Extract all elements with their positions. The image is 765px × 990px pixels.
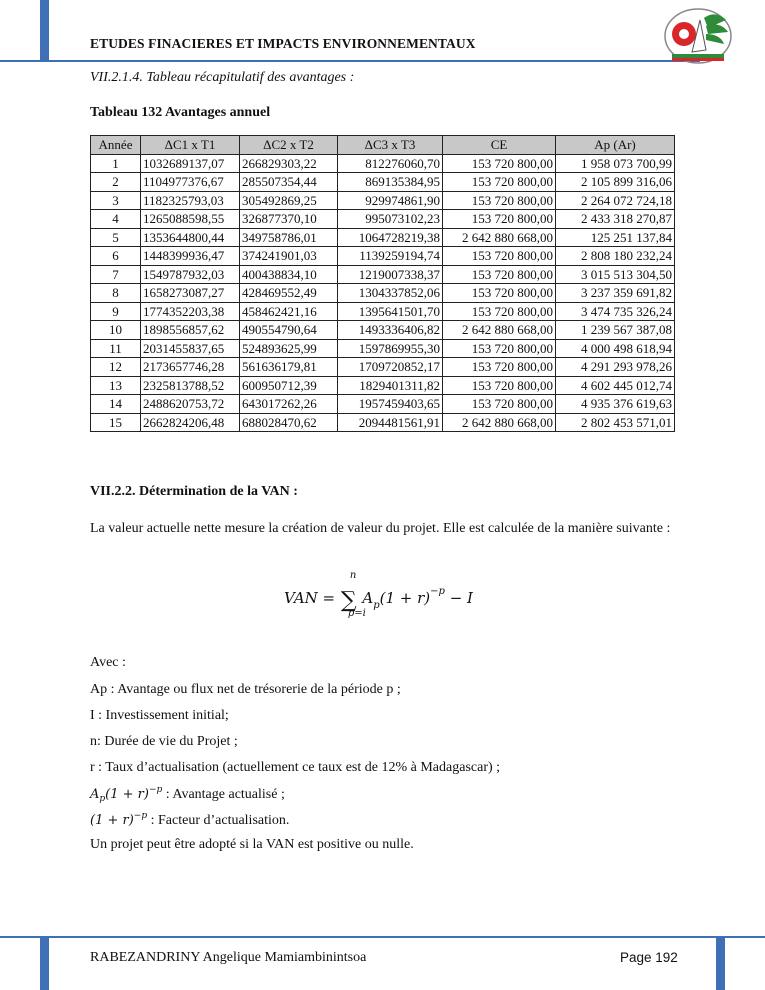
math-exponent: −p <box>148 785 163 795</box>
table-cell: 326877370,10 <box>240 210 338 229</box>
sum-upper-limit: n <box>349 570 357 581</box>
table-cell: 2 433 318 270,87 <box>556 210 675 229</box>
conclusion-text: Un projet peut être adopté si la VAN est positive ou nulle. <box>90 837 414 852</box>
table-cell: 643017262,26 <box>240 395 338 414</box>
table-cell: 3 474 735 326,24 <box>556 302 675 321</box>
table-cell: 2031455837,65 <box>141 339 240 358</box>
table-row <box>91 321 675 340</box>
table-cell: 1658273087,27 <box>141 284 240 303</box>
table-cell: 1 958 073 700,99 <box>556 154 675 173</box>
table-cell: 266829303,22 <box>240 154 338 173</box>
table-cell: 2 <box>91 173 141 192</box>
table-cell: 1064728219,38 <box>338 228 443 247</box>
table-cell: 15 <box>91 413 141 432</box>
formula-term-subscript: p <box>373 600 380 611</box>
table-cell: 1 239 567 387,08 <box>556 321 675 340</box>
table-cell: 1032689137,07 <box>141 154 240 173</box>
table-cell: 688028470,62 <box>240 413 338 432</box>
table-cell: 2662824206,48 <box>141 413 240 432</box>
table-cell: 2 642 880 668,00 <box>443 413 556 432</box>
table-cell: 125 251 137,84 <box>556 228 675 247</box>
table-cell: 10 <box>91 321 141 340</box>
table-cell: 4 <box>91 210 141 229</box>
actualised-advantage-expression <box>90 787 162 802</box>
definition-i: I : Investissement initial; <box>90 708 229 723</box>
table-cell: 1104977376,67 <box>141 173 240 192</box>
actualised-advantage-text: : Avantage actualisé ; <box>162 787 285 802</box>
table-cell: 305492869,25 <box>240 191 338 210</box>
table-cell: 1139259194,74 <box>338 247 443 266</box>
table-cell: 490554790,64 <box>240 321 338 340</box>
van-formula <box>284 570 473 619</box>
table-cell: 3 <box>91 191 141 210</box>
table-cell: 1493336406,82 <box>338 321 443 340</box>
table-cell: 1829401311,82 <box>338 376 443 395</box>
table-cell: 153 720 800,00 <box>443 395 556 414</box>
column-header-dc1: ΔC1 x T1 <box>141 136 240 155</box>
definition-actualised-advantage <box>90 785 285 804</box>
header-rule <box>0 60 700 62</box>
table-cell: 13 <box>91 376 141 395</box>
actualisation-factor-expression <box>90 813 147 828</box>
table-row <box>91 173 675 192</box>
table-cell: 12 <box>91 358 141 377</box>
math-exponent: −p <box>133 811 148 821</box>
table-row <box>91 191 675 210</box>
section-subtitle: VII.2.1.4. Tableau récapitulatif des avantages : <box>90 70 355 85</box>
table-cell: 153 720 800,00 <box>443 154 556 173</box>
table-row <box>91 339 675 358</box>
table-cell: 3 015 513 304,50 <box>556 265 675 284</box>
table-cell: 2 264 072 724,18 <box>556 191 675 210</box>
table-row <box>91 210 675 229</box>
table-cell: 153 720 800,00 <box>443 358 556 377</box>
table-cell: 1353644800,44 <box>141 228 240 247</box>
math-paren: (1 + r) <box>90 813 134 828</box>
table-cell: 374241901,03 <box>240 247 338 266</box>
table-row <box>91 376 675 395</box>
definition-n: n: Durée de vie du Projet ; <box>90 734 238 749</box>
definition-r: r : Taux d’actualisation (actuellement ce taux est de 12% à Madagascar) ; <box>90 760 501 775</box>
table-cell: 1182325793,03 <box>141 191 240 210</box>
table-cell: 1549787932,03 <box>141 265 240 284</box>
sigma-symbol: ∑ <box>340 588 357 613</box>
table-cell: 4 602 445 012,74 <box>556 376 675 395</box>
page-number: Page 192 <box>620 950 678 965</box>
table-cell: 1957459403,65 <box>338 395 443 414</box>
table-cell: 285507354,44 <box>240 173 338 192</box>
column-header-dc2: ΔC2 x T2 <box>240 136 338 155</box>
footer-author: RABEZANDRINY Angelique Mamiambinintsoa <box>90 950 367 965</box>
sum-lower-limit: p=i <box>347 608 366 619</box>
definition-ap: Ap : Avantage ou flux net de trésorerie de la période p ; <box>90 682 401 697</box>
university-logo-icon <box>660 4 738 66</box>
table-cell: 812276060,70 <box>338 154 443 173</box>
table-row <box>91 358 675 377</box>
table-cell: 1898556857,62 <box>141 321 240 340</box>
table-cell: 4 000 498 618,94 <box>556 339 675 358</box>
footer-rule <box>0 936 765 938</box>
table-cell: 400438834,10 <box>240 265 338 284</box>
column-header-ce: CE <box>443 136 556 155</box>
table-cell: 153 720 800,00 <box>443 247 556 266</box>
table-cell: 1219007338,37 <box>338 265 443 284</box>
table-cell: 4 291 293 978,26 <box>556 358 675 377</box>
table-cell: 869135384,95 <box>338 173 443 192</box>
table-cell: 153 720 800,00 <box>443 376 556 395</box>
table-cell: 8 <box>91 284 141 303</box>
table-cell: 11 <box>91 339 141 358</box>
table-cell: 3 237 359 691,82 <box>556 284 675 303</box>
table-cell: 929974861,90 <box>338 191 443 210</box>
header-accent-bar <box>40 0 49 62</box>
math-subscript: p <box>99 794 106 804</box>
formula-tail: − I <box>444 589 473 607</box>
table-cell: 2 802 453 571,01 <box>556 413 675 432</box>
table-cell: 153 720 800,00 <box>443 284 556 303</box>
column-header-year: Année <box>91 136 141 155</box>
table-cell: 153 720 800,00 <box>443 339 556 358</box>
table-cell: 2 808 180 232,24 <box>556 247 675 266</box>
table-cell: 2173657746,28 <box>141 358 240 377</box>
column-header-dc3: ΔC3 x T3 <box>338 136 443 155</box>
table-cell: 2094481561,91 <box>338 413 443 432</box>
formula-sum <box>340 570 366 619</box>
formula-term: A <box>362 589 374 607</box>
table-cell: 995073102,23 <box>338 210 443 229</box>
footer-accent-bar-right <box>716 938 725 990</box>
table-cell: 458462421,16 <box>240 302 338 321</box>
table-row <box>91 154 675 173</box>
table-cell: 349758786,01 <box>240 228 338 247</box>
table-cell: 6 <box>91 247 141 266</box>
table-cell: 5 <box>91 228 141 247</box>
table-cell: 153 720 800,00 <box>443 302 556 321</box>
table-cell: 1597869955,30 <box>338 339 443 358</box>
annual-advantages-table <box>90 135 675 432</box>
table-row <box>91 413 675 432</box>
table-cell: 153 720 800,00 <box>443 191 556 210</box>
table-cell: 153 720 800,00 <box>443 210 556 229</box>
footer-accent-bar-left <box>40 938 49 990</box>
avec-label: Avec : <box>90 655 126 670</box>
table-cell: 14 <box>91 395 141 414</box>
actualisation-factor-text: : Facteur d’actualisation. <box>147 813 290 828</box>
table-cell: 524893625,99 <box>240 339 338 358</box>
table-cell: 1709720852,17 <box>338 358 443 377</box>
table-cell: 1304337852,06 <box>338 284 443 303</box>
table-cell: 153 720 800,00 <box>443 265 556 284</box>
table-row <box>91 228 675 247</box>
table-cell: 2 105 899 316,06 <box>556 173 675 192</box>
table-row <box>91 395 675 414</box>
formula-exponent: −p <box>430 586 445 597</box>
table-cell: 2488620753,72 <box>141 395 240 414</box>
page-header-title: ETUDES FINACIERES ET IMPACTS ENVIRONNEMENTAUX <box>90 36 476 51</box>
table-cell: 1 <box>91 154 141 173</box>
table-row <box>91 265 675 284</box>
math-paren: (1 + r) <box>105 787 149 802</box>
table-cell: 428469552,49 <box>240 284 338 303</box>
table-cell: 600950712,39 <box>240 376 338 395</box>
table-cell: 561636179,81 <box>240 358 338 377</box>
table-row <box>91 247 675 266</box>
table-caption: Tableau 132 Avantages annuel <box>90 105 271 120</box>
table-cell: 7 <box>91 265 141 284</box>
table-cell: 4 935 376 619,63 <box>556 395 675 414</box>
table-cell: 1448399936,47 <box>141 247 240 266</box>
table-cell: 1395641501,70 <box>338 302 443 321</box>
table-cell: 2325813788,52 <box>141 376 240 395</box>
table-cell: 153 720 800,00 <box>443 173 556 192</box>
van-paragraph: La valeur actuelle nette mesure la création de valeur du projet. Elle est calculée de la manière suivante : <box>90 521 671 536</box>
van-heading: VII.2.2. Détermination de la VAN : <box>90 484 298 499</box>
table-row <box>91 302 675 321</box>
formula-lhs: VAN = <box>284 589 340 607</box>
math-a: A <box>90 787 100 802</box>
table-row <box>91 284 675 303</box>
table-header-row <box>91 136 675 155</box>
formula-paren: (1 + r) <box>379 589 431 607</box>
table-cell: 9 <box>91 302 141 321</box>
table-cell: 2 642 880 668,00 <box>443 321 556 340</box>
table-cell: 1265088598,55 <box>141 210 240 229</box>
table-cell: 2 642 880 668,00 <box>443 228 556 247</box>
definition-actualisation-factor <box>90 811 289 829</box>
column-header-ap: Ap (Ar) <box>556 136 675 155</box>
table-cell: 1774352203,38 <box>141 302 240 321</box>
